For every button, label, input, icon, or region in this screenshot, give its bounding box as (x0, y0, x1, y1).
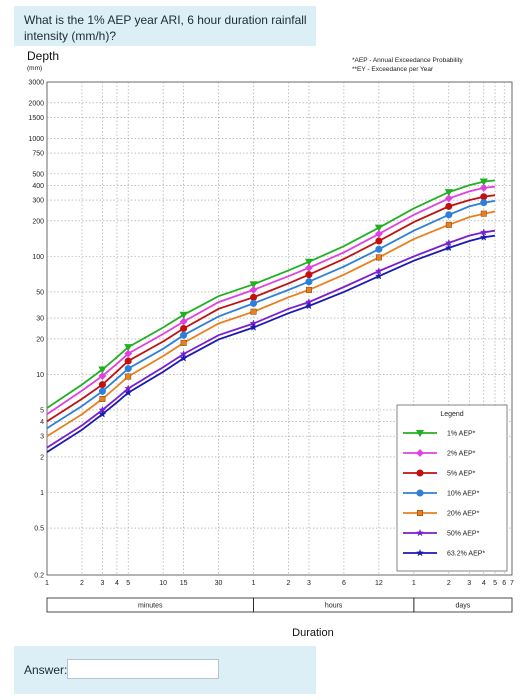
y-tick-label: 3000 (28, 79, 44, 87)
legend-swatch-marker (417, 470, 423, 476)
duration-group-label: hours (324, 602, 343, 610)
y-tick-label: 1000 (28, 135, 44, 143)
answer-input[interactable] (67, 659, 219, 679)
x-tick-label: 1 (251, 580, 256, 587)
y-tick-label: 30 (36, 315, 44, 323)
legend-label: 50% AEP* (447, 530, 480, 538)
data-point-20-aep (376, 255, 381, 260)
x-tick-label: 3 (100, 580, 105, 587)
legend-swatch-marker (417, 510, 422, 515)
y-tick-label: 400 (32, 182, 44, 190)
data-point-5-aep (125, 358, 131, 364)
y-tick-label: 500 (32, 171, 44, 179)
legend-label: 2% AEP* (447, 450, 476, 458)
data-point-20-aep (306, 287, 311, 292)
answer-label: Answer: (24, 663, 68, 677)
data-point-20-aep (125, 374, 130, 379)
data-point-10-aep (181, 332, 187, 338)
legend-label: 10% AEP* (447, 490, 480, 498)
x-tick-label: 6 (341, 580, 346, 587)
data-point-20-aep (100, 396, 105, 401)
x-tick-label: 30 (214, 580, 223, 587)
legend-label: 5% AEP* (447, 470, 476, 478)
chart-note: **EY - Exceedance per Year (352, 66, 434, 73)
y-tick-label: 1500 (28, 115, 44, 123)
data-point-5-aep (306, 272, 312, 278)
y-tick-label: 3 (40, 433, 44, 441)
x-tick-label: 4 (481, 580, 486, 587)
x-tick-label: 6 (502, 580, 507, 587)
y-tick-label: 100 (32, 253, 44, 261)
x-tick-label: 4 (114, 580, 119, 587)
y-tick-label: 2000 (28, 100, 44, 108)
question-text: What is the 1% AEP year ARI, 6 hour duration rainfall intensity (mm/h)? (24, 13, 307, 43)
y-axis-title: Depth (27, 49, 60, 63)
x-tick-label: 10 (159, 580, 168, 587)
y-tick-label: 4 (40, 418, 44, 426)
legend-swatch-marker (417, 490, 423, 496)
data-point-10-aep (481, 200, 487, 206)
data-point-20-aep (481, 211, 486, 216)
x-tick-label: 15 (179, 580, 188, 587)
x-tick-label: 7 (510, 580, 514, 587)
x-tick-label: 12 (374, 580, 383, 587)
y-tick-label: 2 (40, 454, 44, 462)
y-tick-label: 10 (36, 371, 44, 379)
x-axis-title: Duration (292, 627, 334, 639)
duration-group-label: minutes (138, 602, 163, 610)
data-point-20-aep (181, 340, 186, 345)
x-tick-label: 3 (306, 580, 311, 587)
data-point-10-aep (99, 388, 105, 394)
y-tick-label: 300 (32, 197, 44, 205)
y-tick-label: 5 (40, 407, 44, 415)
chart-note: *AEP - Annual Exceedance Probability (352, 57, 463, 64)
data-point-10-aep (446, 212, 452, 218)
duration-group-label: days (455, 602, 471, 610)
x-tick-label: 5 (493, 580, 497, 587)
y-axis-unit: (mm) (27, 65, 43, 72)
data-point-5-aep (376, 238, 382, 244)
y-tick-label: 750 (32, 150, 44, 158)
legend-label: 63.2% AEP* (447, 550, 486, 558)
data-point-5-aep (181, 325, 187, 331)
y-tick-label: 1 (40, 489, 44, 497)
data-point-10-aep (125, 366, 131, 372)
y-tick-label: 20 (36, 336, 44, 344)
data-point-5-aep (250, 294, 256, 300)
x-tick-label: 1 (411, 580, 416, 587)
data-point-5-aep (446, 203, 452, 209)
data-point-5-aep (99, 382, 105, 388)
data-point-20-aep (251, 309, 256, 314)
legend-label: 1% AEP* (447, 430, 476, 438)
data-point-10-aep (250, 300, 256, 306)
x-tick-label: 2 (80, 580, 84, 587)
y-tick-label: 0.5 (34, 525, 44, 533)
y-tick-label: 0.2 (34, 572, 44, 580)
data-point-5-aep (481, 194, 487, 200)
y-tick-label: 50 (36, 289, 44, 297)
x-tick-label: 2 (286, 580, 291, 587)
legend-title: Legend (440, 411, 464, 418)
data-point-10-aep (376, 246, 382, 252)
x-tick-label: 1 (45, 580, 49, 587)
data-point-20-aep (446, 222, 451, 227)
legend-label: 20% AEP* (447, 510, 480, 518)
y-tick-label: 200 (32, 218, 44, 226)
data-point-10-aep (306, 279, 312, 285)
x-tick-label: 5 (126, 580, 131, 587)
x-tick-label: 2 (446, 580, 451, 587)
x-tick-label: 3 (467, 580, 472, 587)
